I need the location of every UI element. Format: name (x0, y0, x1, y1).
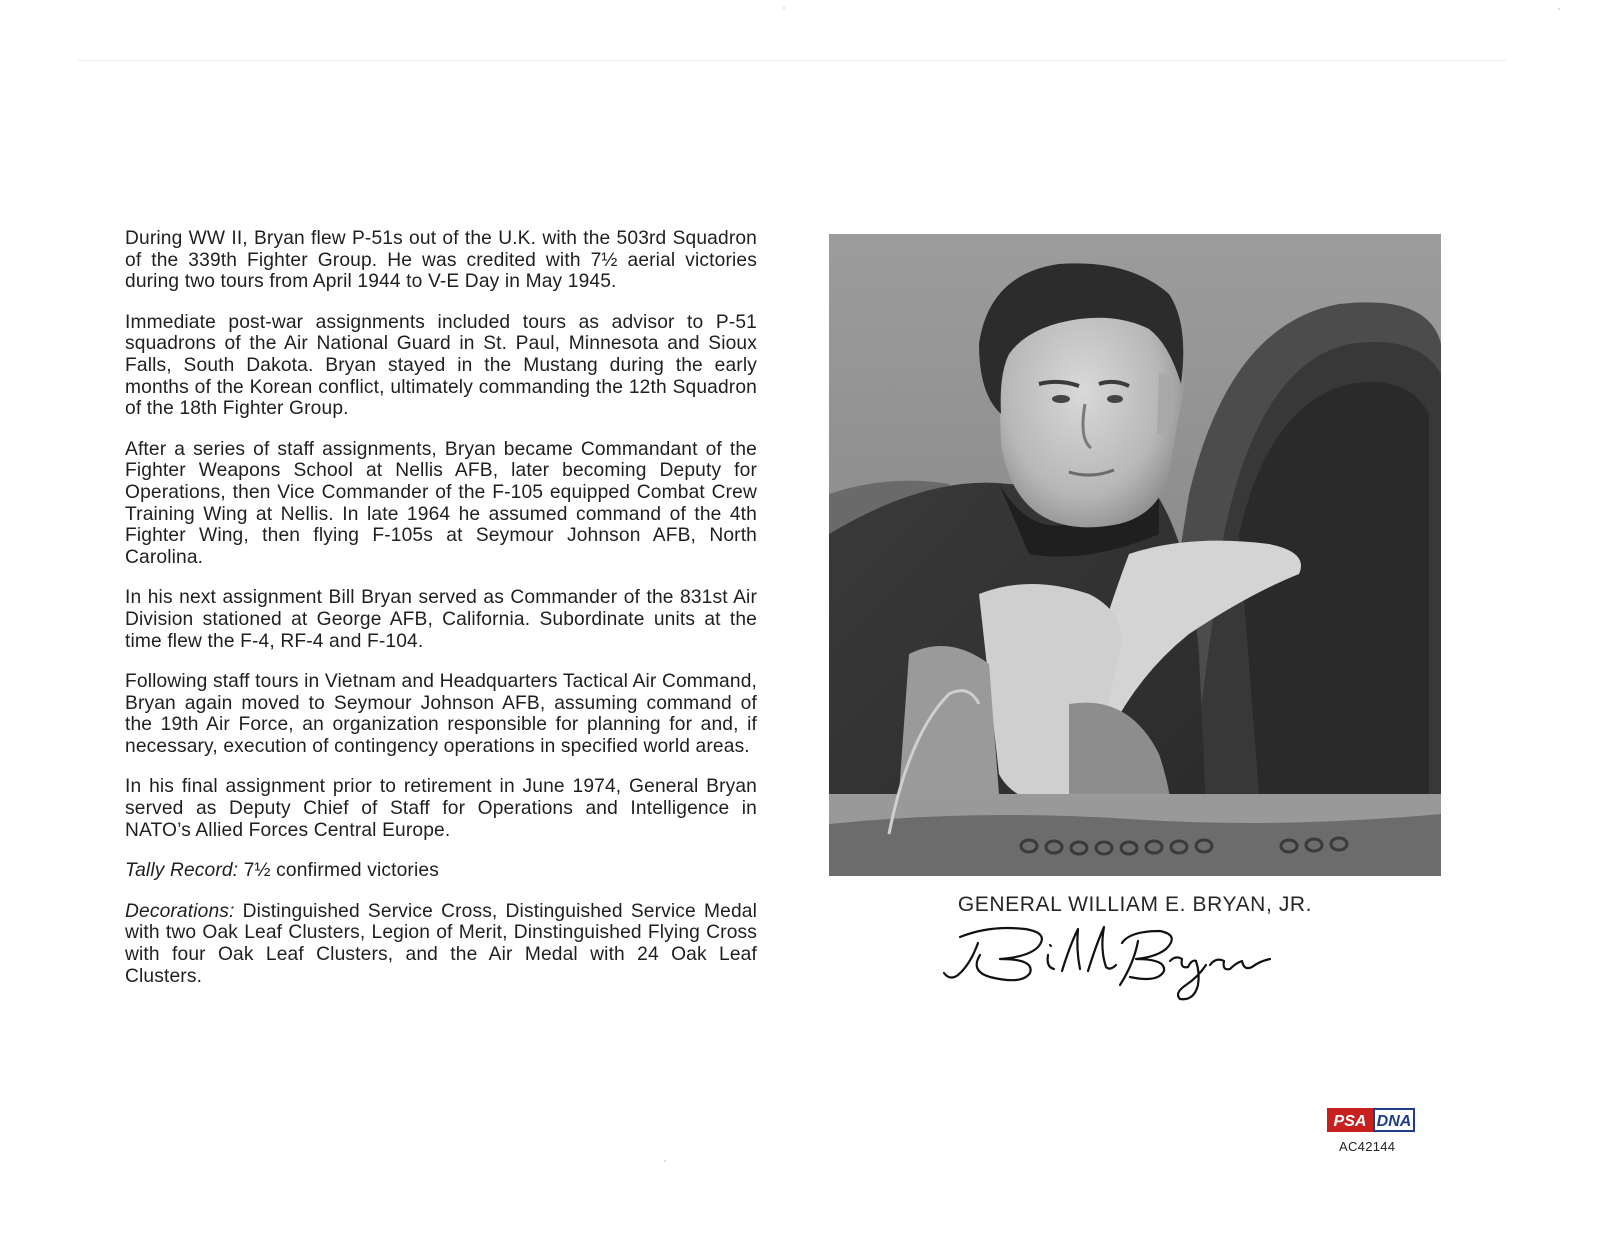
paper-speck (664, 1160, 666, 1162)
tally-value: 7½ confirmed victories (238, 860, 439, 882)
biography-text (125, 228, 757, 1006)
handwritten-signature (930, 915, 1300, 1010)
tally-record (125, 860, 757, 882)
top-rule (78, 60, 1506, 61)
pilot-portrait-photo (829, 234, 1441, 876)
tally-label: Tally Record: (125, 860, 239, 882)
bio-paragraph: In his next assignment Bill Bryan served as Commander of the 831st Air Division stationed at George AFB, California. Subordinate units at the time flew the F-4, RF-4 and F-104. (125, 587, 757, 652)
decorations-label: Decorations: (125, 900, 235, 922)
logo-text-left: PSA (1333, 1113, 1367, 1130)
paper-speck (1558, 8, 1560, 10)
autograph-signature (930, 915, 1300, 1010)
decorations-value: Distinguished Service Cross, Distinguished Service Medal with two Oak Leaf Clusters, Legion of Merit, Dinstinguished Flying Cross with four Oak Leaf Clusters, and the Air Medal with 24 Oak Leaf Clusters. (125, 900, 757, 987)
bio-paragraph: During WW II, Bryan flew P-51s out of the U.K. with the 503rd Squadron of the 339th Fighter Group. He was credited with 7½ aerial victories during two tours from April 1944 to V-E Day in May 1945. (125, 228, 757, 293)
pilot-portrait-image (829, 234, 1441, 876)
authentication-code: AC42144 (1339, 1139, 1396, 1154)
authentication-logo (1327, 1108, 1415, 1132)
decorations (125, 901, 757, 987)
portrait-caption: GENERAL WILLIAM E. BRYAN, JR. (957, 893, 1313, 916)
logo-text-right: DNA (1376, 1113, 1412, 1130)
bio-paragraph: Following staff tours in Vietnam and Headquarters Tactical Air Command, Bryan again moved to Seymour Johnson AFB, assuming command of the 19th Air Force, an organization responsible for planning for and, if necessary, execution of contingency operations in specified world areas. (125, 671, 757, 757)
bio-paragraph: After a series of staff assignments, Bryan became Commandant of the Fighter Weapons School at Nellis AFB, later becoming Deputy for Operations, then Vice Commander of the F-105 equipped Combat Crew Training Wing at Nellis. In late 1964 he assumed command of the 4th Fighter Wing, then flying F-105s at Seymour Johnson AFB, North Carolina. (125, 438, 757, 568)
bio-paragraph: Immediate post-war assignments included tours as advisor to P-51 squadrons of the Air National Guard in St. Paul, Minnesota and Sioux Falls, South Dakota. Bryan stayed in the Mustang during the early months of the Korean conflict, ultimately commanding the 12th Squadron of the 18th Fighter Group. (125, 311, 757, 420)
psa-dna-hologram-icon (1327, 1108, 1415, 1132)
paper-speck (783, 7, 785, 9)
bio-paragraph: In his final assignment prior to retirement in June 1974, General Bryan served as Deputy Chief of Staff for Operations and Intelligence in NATO’s Allied Forces Central Europe. (125, 776, 757, 841)
